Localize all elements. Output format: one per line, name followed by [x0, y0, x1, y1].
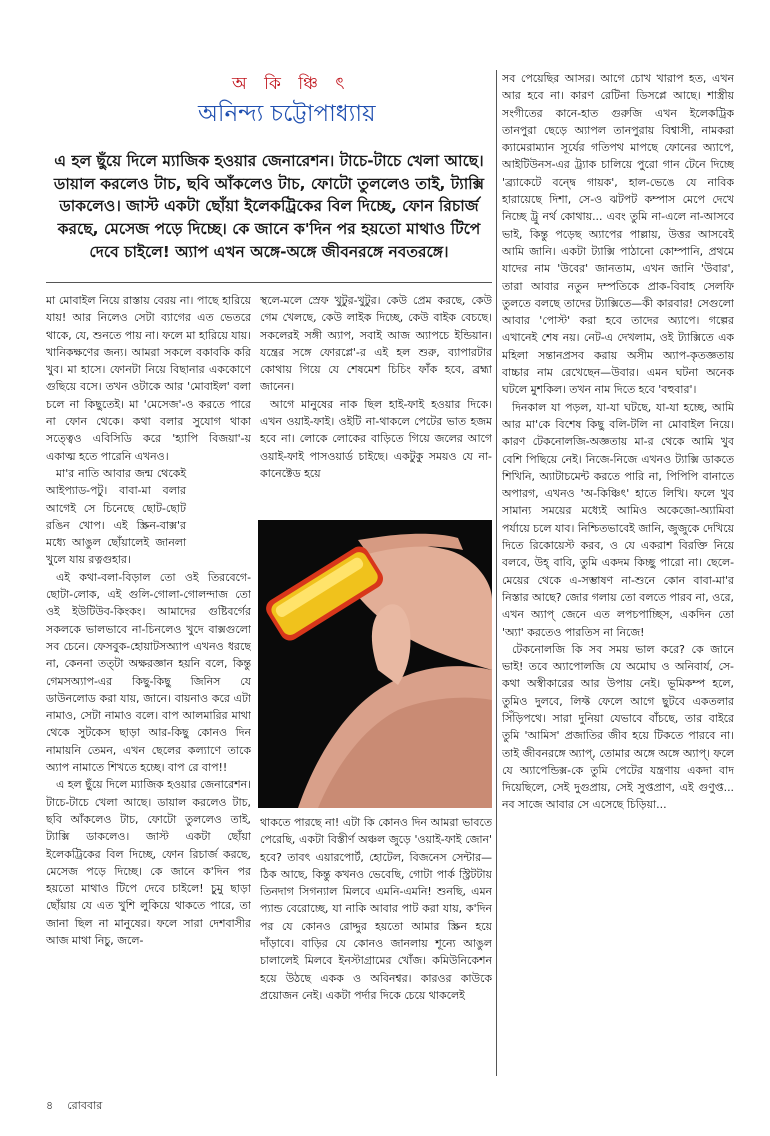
article-column-1 — [46, 292, 251, 1067]
intro-rule — [46, 282, 492, 283]
column-rule — [496, 70, 497, 1076]
author-byline: অনিন্দ্য চট্টোপাধ্যায় — [198, 101, 376, 127]
page-number: ৪ — [46, 1099, 54, 1112]
paragraph: দিনকাল যা পড়ল, যা-যা ঘটছে, যা-যা হচ্ছে, আমি আর মা'কে বিশেষ কিছু বলি-টলি না মোবাইল নিয়ে। কারণ টেকনোলজি-অজ্ঞতায় মা-র থেকে আমি খুব বেশি পিছিয়ে নেই। নিজে-নিজে এখনও ট্যাক্সি ডাকতে শিখিনি, অ্যাটাচমেন্ট করতে পারি না, পিপিপি বানাতে অপারগ, এখনও 'অ-কিঞ্চিৎ' হাতে লিখি। ফলে খুব সামান্য সময়ের মধ্যেই আমিও অকেজো-অ্যামিবা পর্যায়ে চলে যাব। নিশ্চিতভাবেই জানি, জুজুকে দেখিয়ে দিতে রিকোয়েস্ট করব, ও যে একরাশ বিরক্তি নিয়ে বলবে, উহ্ বাবি, তুমি একদম কিচ্ছু পারো না। ছেলে-মেয়ের থেকে এ-সম্ভাষণ না-শুনে কোন বাবা-মা'র নিস্তার আছে? জোর গলায় তো বলতে পারব না, ওরে, এখন অ্যাপ্ জেনে এত লপচপাচ্ছিস, একদিন তো 'অ্যা' করতেও পারতিস না নিজে! — [502, 400, 734, 639]
paragraph: টেকনোলজি কি সব সময় ভাল করে? কে জানে ভাই! তবে অ্যাপোলজি যে অমোঘ ও অনিবার্য, সে-কথা অস্বীকারের আর উপায় নেই। ভূমিকম্প হলে, তুমিও দুলবে, লিফ্ট ফেলে আগে ছুটবে একতলার সিঁড়িপথে। সারা দুনিয়া যেভাবে বাঁচছে, তার বাইরে তুমি 'আমিস' প্রজাতির জীব হয়ে টিকতে পারবে না। তাই জীবনরঙ্গে অ্যাপ্, তোমার অঙ্গে অঙ্গে অ্যাপ্। ফলে যে অ্যাপেন্ডিক্স-কে তুমি পেটের যন্ত্রণায় একদা বাদ দিয়েছিলে, সেই দুগুপ্রায়, সেই সুপ্তপ্রাণ, এই গুণুপ্ত... নব সাজে আবার সে এসেছে চিড়িয়া... — [502, 642, 734, 812]
smartphone-touch-photo-icon — [258, 520, 492, 808]
paragraph: এই কথা-বলা-বিড়াল তো ওই তিরবেগে-ছোটা-লোক, এই গুলি-গোলা-গোলন্দাজ তো ওই ইউটিউব-কিংকং। আমাদের গুষ্টিবর্গের সকলকে ভালভাবে না-চিনলেও খুদে বাক্সগুলো সব চেনে। ফেসবুক-হোয়াটসঅ্যাপ এখনও ধরছে না, কেননা তত্টা অক্ষরজ্ঞান হয়নি বলে, কিন্তু গেমসঅ্যাপ-এর কিছু-কিছু জিনিস যে ডাউনলোড করা যায়, জানে। বায়নাও করে এটা নামাও, সেটা নামাও বলে। বাপ আলমারির মাথা থেকে সুটকেস ছাড়া আর-কিছু কোনও দিন নামায়নি তেমন, এখন ছেলের কল্যাণে তাকে অ্যাপ নামাতে শিখতে হচ্ছে। বাপ রে বাপ!! — [46, 570, 251, 775]
article-column-2-top — [260, 292, 492, 522]
paragraph: এ হল ছুঁয়ে দিলে ম্যাজিক হওয়ার জেনারেশন। টাচে-টাচে খেলা আছে। ডায়াল করলেও টাচ, ছবি আঁকলেও টাচ, ফোটো তুললেও তাই, ট্যাক্সি ডাকলেও। জাস্ট একটা ছোঁয়া ইলেকট্রিকের বিল দিচ্ছে, ফোন রিচার্জ করছে, মেসেজ পড়ে দিচ্ছে। কে জানে ক'দিন পর হয়তো মাথাও টিপে দেবে চাইলে! চুমু ছাড়া ছোঁয়ায় যে এত খুশি লুকিয়ে থাকতে পারে, তা জানা ছিল না মানুষের। ফলে সারা দেশবাসীর আজ মাথা নিচু, জলে- — [46, 778, 251, 947]
article-column-2-bottom — [260, 814, 492, 1070]
paragraph: থাকতে পারছে না! এটা কি কোনও দিন আমরা ভাবতে পেরেছি, একটা বিস্তীর্ণ অঞ্চল জুড়ে 'ওয়াই-ফাই জোন' হবে? তাবৎ এয়ারপোর্ট, হোটেল, বিজনেস সেন্টার—ঠিক আছে, কিন্তু কখনও ভেবেছি, গোটা পার্ক স্ট্রিটটায় তিনদাগ সিগন্যাল মিলবে এমনি-এমনি! শুনছি, এমন প্যান্ড বেরোচ্ছে, যা নাকি আবার পাট করা যায়, ক'দিন পর যে কোনও রোদ্দুর হয়তো আমার স্ক্রিন হয়ে দাঁড়াবে। বাড়ির যে কোনও জানলায় শূন্যে আঙুল চালালেই মিলবে ইনস্টাগ্রামের খোঁজ। কমিউনিকেশন হয়ে উঠছে একক ও অবিনশ্বর। কারওর কাউকে প্রয়োজন নেই। একটা পর্দার দিকে চেয়ে থাকলেই — [260, 816, 492, 1002]
article-column-3 — [502, 70, 734, 1060]
paragraph: আগে মানুষের নাক ছিল হাই-ফাই হওয়ার দিকে। এখন ওয়াই-ফাই। ওইটি না-থাকলে পেটের ভাত হজম হবে না। লোকে লোকের বাড়িতে গিয়ে জলের আগে ওয়াই-ফাই পাসওয়ার্ড চাইছে। একটুকু সময়ও যে না-কানেক্টেড হয়ে — [260, 397, 492, 480]
page-footer — [46, 1097, 102, 1116]
section-name: রোববার — [67, 1099, 103, 1112]
paragraph: মা মোবাইল নিয়ে রাস্তায় বেরয় না। পাছে হারিয়ে যায়! আর নিলেও সেটা ব্যাগের এত ভেতরে থাকে, যে, শুনতে পায় না। ফলে মা হারিয়ে যায়। খানিকক্ষণের জন্য। আমরা সকলে বকাবকি করি খুব। মা হাসে। ফোনটা নিয়ে বিছানার এককোণে গুছিয়ে বসে। তখন ওটাকে আর 'মোবাইল' বলা চলে না কিছুতেই। মা 'মেসেজ'-ও করতে পারে না ফোন থেকে। কথা বলার সুযোগ থাকা সত্ত্বেও এবিসিডি করে 'হ্যাপি বিজয়া'-য় একাত্ম হতে পারেনি এখনও। — [46, 294, 251, 463]
paragraph: মা'র নাতি আবার জন্ম থেকেই আইপ্যাড-পটু। বাবা-মা বলার আগেই সে চিনেছে ছোট-ছোট রঙিন খোপ। এই স্ক্রিন-বাক্স'র মধ্যে আঙুল ছোঁয়ালেই জানলা খুলে যায় রত্নগুহার। — [46, 466, 186, 567]
paragraph: সব পেয়েছির আসর। আগে চোখ খারাপ হত, এখন আর হবে না। কারণ রেটিনা ডিসপ্লে আছে। শাস্ত্রীয় সংগীতের কানে-হাত গুরুজি এখন ইলেকট্রিক তানপুরা ছেড়ে অ্যাপল তানপুরায় বিশ্বাসী, নামকরা ক্যামেরাম্যান সূর্যের গতিপথ মাপছে ফোনের অ্যাপে, আইটিউনস-এর ট্র্যাক চালিয়ে পুরো গান টেনে দিচ্ছে 'ব্র্যাকেটে বন্দ্বে গায়ক', হাল-ভেঙে যে নাবিক হারায়েছে দিশা, সে-ও ঝটপট কম্পাস মেপে দেখে নিচ্ছে ট্রু নর্থ কোথায়... এবং তুমি না-এলে না-আসবে ভাই, কিন্তু পড়েছ অ্যাপের পাল্লায়, উত্তর আসবেই আমি জানি। একটা ট্যাক্সি পাঠানো কোম্পানি, প্রথমে যাদের নাম 'উবের' জানতাম, এখন জানি 'উবার', তারা আবার নতুন দম্পতিকে প্রাক-বিবাহ সেলফি তুলতে বলছে তাদের ট্যাক্সিতে—কী কারবার! সেগুলো আবার 'পোস্ট' করা হবে তাদের অ্যাপে। গল্পের এখানেই শেষ নয়। নেট-এ দেখলাম, ওই ট্যাক্সিতে এক মহিলা সন্তানপ্রসব করায় অসীম অ্যাপ-কৃতজ্ঞতায় বাচ্চার নাম রেখেছেন—উবার। এমন ঘটনা অনেক ঘটলে মুশকিল। তখন নাম দিতে হবে 'বহুবার'। — [502, 72, 734, 397]
column-kicker: অ কি ঞ্চি ৎ — [232, 74, 351, 94]
smartphone-touch-photo — [258, 520, 492, 808]
paragraph: স্থলে-মলে স্রেফ খুটুর-খুটুর। কেউ প্রেম করছে, কেউ গেম খেলছে, কেউ লাইক দিচ্ছে, কেউ বাইক বেচছে। সকলেরই সঙ্গী অ্যাপ, সবাই আজ অ্যাপচে ইন্ডিয়ান। যন্ত্রের সঙ্গে ফোরপ্লে'-র এই হল শুরু, ব্যাপারটার কোথায় গিয়ে যে শেষমেশ চিচিং ফাঁক হবে, ব্রহ্মা জানেন। — [260, 294, 492, 394]
intro-standfirst: এ হল ছুঁয়ে দিলে ম্যাজিক হওয়ার জেনারেশন। টাচে-টাচে খেলা আছে। ডায়াল করলেও টাচ, ছবি আঁকলেও টাচ, ফোটো তুললেও তাই, ট্যাক্সি ডাকলেও। জাস্ট একটা ছোঁয়া ইলেকট্রিকের বিল দিচ্ছে, ফোন রিচার্জ করছে, মেসেজ পড়ে দিচ্ছে। কে জানে ক'দিন পর হয়তো মাথাও টিপে দেবে চাইলে! অ্যাপ এখন অঙ্গে-অঙ্গে জীবনরঙ্গে নবতরঙ্গে। — [53, 152, 485, 261]
